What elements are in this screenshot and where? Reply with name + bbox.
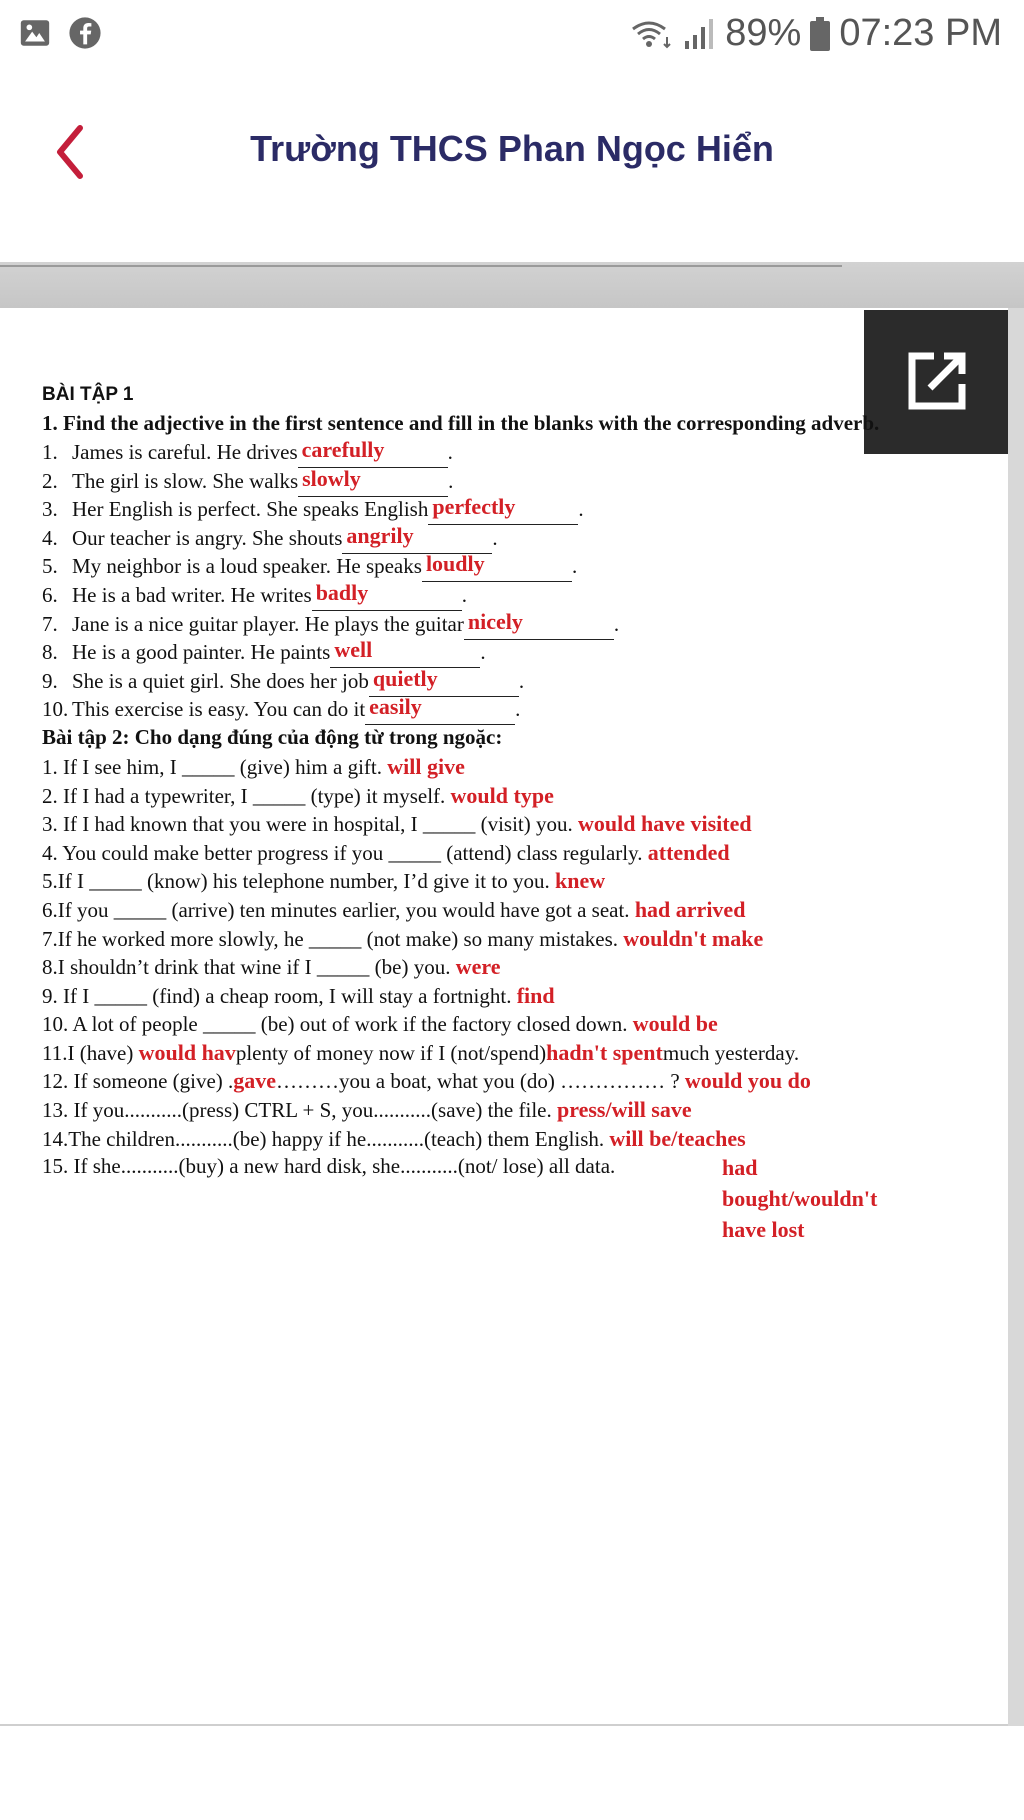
bottom-area bbox=[0, 1726, 1024, 1820]
item-text: James is careful. He drives bbox=[72, 440, 298, 464]
answer-text: would be bbox=[632, 1011, 718, 1037]
list-item: 2. The girl is slow. She walks slowly . bbox=[42, 466, 1002, 495]
answer-text: had arrived bbox=[634, 896, 746, 922]
item-number: 1. bbox=[42, 440, 58, 464]
answer-text: slowly bbox=[302, 465, 361, 491]
battery-percent: 89% bbox=[725, 12, 802, 54]
answer-text: angrily bbox=[346, 522, 414, 548]
item-text: He is a good painter. He paints bbox=[72, 640, 331, 665]
divider bbox=[0, 265, 842, 267]
exercise-heading: BÀI TẬP 1 bbox=[42, 384, 134, 405]
list-item: 5. My neighbor is a loud speaker. He speaks loudly . bbox=[42, 551, 1002, 580]
list-item bbox=[42, 952, 1002, 981]
list-item bbox=[42, 1009, 1002, 1038]
list-item: 3. Her English is perfect. She speaks English perfectly . bbox=[42, 494, 1002, 523]
answer-blank bbox=[428, 494, 578, 525]
item-text: 6.If you _____ (arrive) ten minutes earlier, you would have got a seat. bbox=[42, 897, 630, 922]
exercise2-title: Bài tập 2: Cho dạng đúng của động từ trong ngoặc: bbox=[42, 724, 503, 749]
list-item bbox=[42, 924, 1002, 953]
answer-blank bbox=[464, 609, 614, 640]
answer-text: would have visited bbox=[578, 811, 752, 837]
viewer-toolbar-strip bbox=[0, 262, 1024, 308]
viewer-scrollbar[interactable] bbox=[1008, 308, 1024, 1726]
list-item bbox=[42, 1095, 1002, 1124]
answer-text: would type bbox=[450, 782, 554, 808]
answer-blank bbox=[342, 523, 492, 554]
item-text: 12. If someone (give) . bbox=[42, 1069, 234, 1094]
item-text: The girl is slow. She walks bbox=[72, 468, 299, 493]
answer-block bbox=[722, 1152, 877, 1245]
status-left-icons bbox=[18, 16, 102, 50]
answer-text: have lost bbox=[722, 1217, 805, 1243]
item-text: 3. If I had known that you were in hospital, I _____ (visit) you. bbox=[42, 812, 573, 837]
list-item bbox=[42, 809, 1002, 838]
answer-blank bbox=[298, 466, 448, 497]
image-icon bbox=[18, 16, 52, 50]
item-number: 8. bbox=[42, 640, 58, 665]
item-text: This exercise is easy. You can do it bbox=[72, 697, 366, 722]
answer-blank bbox=[422, 551, 572, 582]
item-text: 15. If she...........(buy) a new hard disk, she...........(not/ lose) all data. bbox=[42, 1154, 616, 1179]
list-item bbox=[42, 781, 1002, 810]
list-item bbox=[42, 752, 1002, 781]
item-text: Our teacher is angry. She shouts bbox=[72, 525, 343, 550]
item-number: 6. bbox=[42, 582, 58, 607]
item-text: 9. If I _____ (find) a cheap room, I will stay a fortnight. bbox=[42, 983, 512, 1008]
list-item: 4. Our teacher is angry. She shouts angrily . bbox=[42, 523, 1002, 552]
list-item: 7. Jane is a nice guitar player. He plays the guitar nicely . bbox=[42, 609, 1002, 638]
list-item bbox=[42, 1152, 1002, 1243]
list-item bbox=[42, 1066, 1002, 1095]
facebook-icon bbox=[68, 16, 102, 50]
answer-text: press/will save bbox=[556, 1097, 692, 1123]
item-text: 14.The children...........(be) happy if he...........(teach) them English. bbox=[42, 1126, 605, 1151]
answer-text: badly bbox=[315, 579, 369, 605]
item-text: 10. A lot of people _____ (be) out of work if the factory closed down. bbox=[42, 1012, 628, 1037]
item-text: 8.I shouldn’t drink that wine if I _____ (be) you. bbox=[42, 955, 451, 980]
answer-text: find bbox=[516, 982, 555, 1008]
answer-text: easily bbox=[369, 694, 422, 720]
list-item bbox=[42, 838, 1002, 867]
item-text: Her English is perfect. She speaks English bbox=[72, 497, 429, 522]
exercise1-instruction: 1. Find the adjective in the first sentence and fill in the blanks with the corresponding adverb. bbox=[42, 411, 880, 435]
answer-text: hadn't spent bbox=[546, 1039, 663, 1065]
item-number: 9. bbox=[42, 668, 58, 693]
item-text: 5.If I _____ (know) his telephone number, I’d give it to you. bbox=[42, 869, 550, 894]
list-item: 1. James is careful. He drives carefully . bbox=[42, 437, 1002, 466]
answer-text: were bbox=[455, 954, 501, 980]
answer-text: quietly bbox=[372, 665, 438, 691]
app-bar bbox=[0, 70, 1024, 260]
list-item: 8. He is a good painter. He paints well . bbox=[42, 637, 1002, 666]
status-right bbox=[631, 12, 1002, 55]
clock: 07:23 PM bbox=[839, 12, 1002, 54]
page-title: Trường THCS Phan Ngọc Hiển bbox=[250, 128, 774, 169]
answer-text: will give bbox=[387, 753, 465, 779]
item-text: much yesterday. bbox=[662, 1040, 800, 1065]
answer-text: attended bbox=[647, 839, 730, 865]
item-number: 3. bbox=[42, 497, 58, 522]
item-text: 7.If he worked more slowly, he _____ (not make) so many mistakes. bbox=[42, 926, 619, 951]
item-number: 2. bbox=[42, 468, 58, 493]
list-item bbox=[42, 895, 1002, 924]
answer-text: carefully bbox=[301, 437, 385, 462]
answer-text: perfectly bbox=[432, 494, 516, 520]
item-text: She is a quiet girl. She does her job bbox=[72, 668, 369, 693]
list-item bbox=[42, 1038, 1002, 1067]
answer-blank bbox=[369, 666, 519, 697]
item-number: 4. bbox=[42, 525, 58, 550]
item-text: He is a bad writer. He writes bbox=[72, 582, 312, 607]
item-number: 5. bbox=[42, 554, 58, 579]
answer-text: had bbox=[722, 1155, 758, 1181]
document-page bbox=[42, 380, 1002, 1243]
item-text: 2. If I had a typewriter, I _____ (type) it myself. bbox=[42, 783, 446, 808]
item-text: My neighbor is a loud speaker. He speaks bbox=[72, 554, 422, 579]
answer-blank bbox=[330, 637, 480, 668]
list-item: 9. She is a quiet girl. She does her job quietly . bbox=[42, 666, 1002, 695]
list-item: 10. This exercise is easy. You can do it easily . bbox=[42, 694, 1002, 723]
signal-icon bbox=[683, 17, 717, 51]
answer-text: wouldn't make bbox=[623, 925, 764, 951]
answer-text: knew bbox=[554, 868, 606, 894]
wifi-icon bbox=[631, 17, 675, 51]
answer-text: would hav bbox=[138, 1039, 236, 1065]
item-number: 7. bbox=[42, 611, 58, 636]
answer-blank bbox=[365, 694, 515, 725]
status-bar bbox=[0, 0, 1024, 70]
item-text: 4. You could make better progress if you _____ (attend) class regularly. bbox=[42, 840, 643, 865]
answer-blank bbox=[312, 580, 462, 611]
list-item: 6. He is a bad writer. He writes badly . bbox=[42, 580, 1002, 609]
item-text: 13. If you...........(press) CTRL + S, you...........(save) the file. bbox=[42, 1098, 552, 1123]
item-text: plenty of money now if I (not/spend) bbox=[235, 1040, 547, 1065]
answer-text: bought/wouldn't bbox=[722, 1186, 878, 1212]
answer-text: will be/teaches bbox=[609, 1125, 746, 1151]
battery-icon bbox=[809, 16, 831, 52]
item-text: Jane is a nice guitar player. He plays the guitar bbox=[72, 611, 464, 636]
list-item bbox=[42, 866, 1002, 895]
list-item bbox=[42, 981, 1002, 1010]
answer-blank bbox=[298, 437, 448, 468]
item-text: ………you a boat, what you (do) …………… ? bbox=[276, 1069, 680, 1094]
answer-text: nicely bbox=[467, 608, 523, 634]
item-number: 10. bbox=[42, 697, 69, 722]
answer-text: loudly bbox=[425, 551, 485, 577]
exercise1-list bbox=[42, 437, 1002, 723]
item-text: 1. If I see him, I _____ (give) him a gift. bbox=[42, 754, 382, 779]
exercise2-list bbox=[42, 752, 1002, 1038]
answer-text: gave bbox=[233, 1068, 277, 1094]
answer-text: well bbox=[334, 637, 373, 663]
item-text: 11.I (have) bbox=[42, 1040, 134, 1065]
answer-text: would you do bbox=[684, 1068, 811, 1094]
list-item bbox=[42, 1124, 1002, 1153]
